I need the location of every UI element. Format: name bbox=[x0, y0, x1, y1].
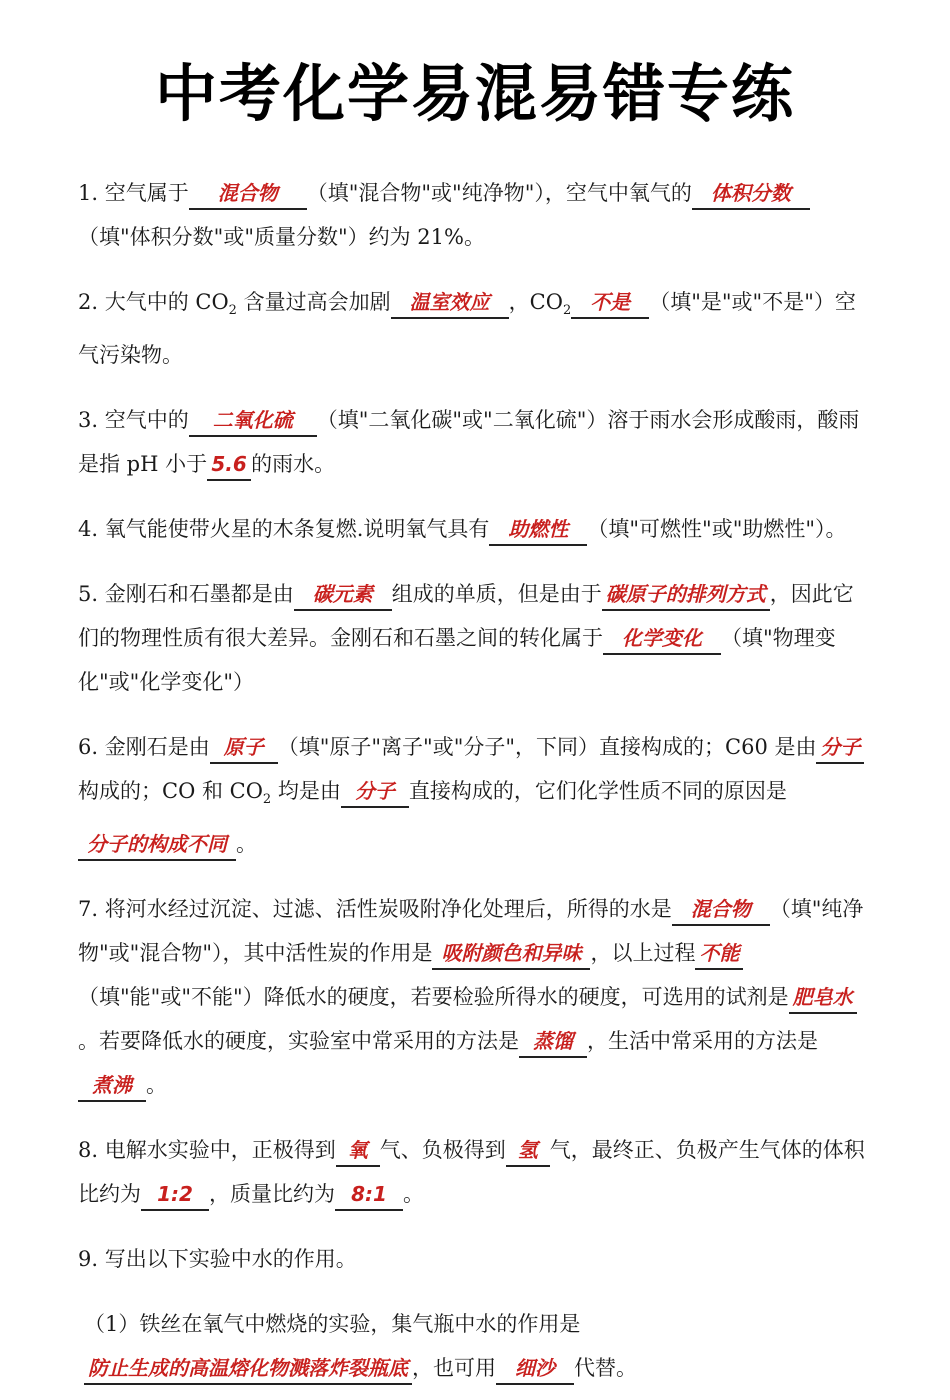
question-text: （填"可燃性"或"助燃性"）。 bbox=[587, 517, 847, 542]
answer-blank: 分子 bbox=[341, 776, 409, 808]
question-text: 均是由 bbox=[271, 779, 341, 804]
answer-blank: 原子 bbox=[210, 732, 278, 764]
question-9 bbox=[78, 1237, 872, 1281]
question-text: ，质量比约为 bbox=[209, 1182, 335, 1207]
question-9-1 bbox=[78, 1302, 872, 1390]
question-list bbox=[78, 150, 872, 1400]
question-text: 6. 金刚石是由 bbox=[78, 735, 210, 760]
answer-blank: 氧 bbox=[336, 1135, 380, 1167]
question-text: 组成的单质，但是由于 bbox=[391, 582, 602, 607]
question-text: 的雨水。 bbox=[251, 452, 336, 477]
answer-blank: 5.6 bbox=[207, 449, 251, 481]
answer-blank: 二氧化硫 bbox=[189, 405, 317, 437]
question-text: （填"原子"离子"或"分子"，下同）直接构成的；C60 是由 bbox=[277, 735, 817, 760]
question-text: ，以上过程 bbox=[590, 941, 696, 966]
question-1 bbox=[78, 171, 872, 259]
question-text: ，因此它们的物理性质有很大差异。金刚石和石墨之间的转化属于 bbox=[78, 582, 854, 651]
question-text: （填"能"或"不能"）降低水的硬度，若要检验所得水的硬度，可选用的试剂是 bbox=[78, 985, 789, 1010]
question-text: 气、负极得到 bbox=[379, 1138, 506, 1163]
question-text: 。 bbox=[236, 832, 257, 857]
subscript: 2 bbox=[562, 303, 572, 319]
answer-blank: 蒸馏 bbox=[519, 1026, 587, 1058]
answer-blank: 防止生成的高温熔化物溅落炸裂瓶底 bbox=[84, 1353, 412, 1385]
answer-blank: 氢 bbox=[506, 1135, 550, 1167]
answer-blank: 细沙 bbox=[496, 1353, 574, 1385]
answer-blank: 煮沸 bbox=[78, 1070, 146, 1102]
subscript: 2 bbox=[228, 303, 237, 319]
question-text: 5. 金刚石和石墨都是由 bbox=[78, 582, 294, 607]
answer-blank: 分子的构成不同 bbox=[78, 829, 236, 861]
question-text: 3. 空气中的 bbox=[78, 408, 189, 433]
answer-blank: 体积分数 bbox=[692, 178, 810, 210]
answer-blank: 8:1 bbox=[335, 1179, 403, 1211]
answer-blank: 肥皂水 bbox=[789, 982, 857, 1014]
question-text: 气，最终正、负极产生气体的体积比约为 bbox=[78, 1138, 865, 1207]
question-text: ，CO bbox=[508, 290, 563, 314]
question-text: 构成的；CO 和 CO bbox=[78, 779, 263, 804]
question-text: 。 bbox=[403, 1182, 424, 1207]
subscript: 2 bbox=[262, 792, 272, 808]
question-6 bbox=[78, 725, 872, 866]
answer-blank: 碳原子的排列方式 bbox=[602, 579, 770, 611]
question-text: 含量过高会加剧 bbox=[236, 290, 391, 314]
question-text: （填"纯净物"或"混合物"），其中活性炭的作用是 bbox=[78, 897, 864, 966]
question-text: （1）铁丝在氧气中燃烧的实验，集气瓶中水的作用是 bbox=[84, 1312, 581, 1337]
question-text: （填"二氧化碳"或"二氧化硫"）溶于雨水会形成酸雨，酸雨是指 pH 小于 bbox=[78, 408, 860, 477]
answer-blank: 分子 bbox=[816, 732, 864, 764]
question-text: 2. 大气中的 CO bbox=[78, 290, 229, 314]
answer-blank: 不是 bbox=[571, 287, 649, 319]
question-text: （填"体积分数"或"质量分数"）约为 21%。 bbox=[78, 225, 485, 249]
answer-blank: 化学变化 bbox=[603, 623, 721, 655]
answer-blank: 吸附颜色和异味 bbox=[432, 938, 590, 970]
question-text: 直接构成的，它们化学性质不同的原因是 bbox=[408, 779, 787, 804]
answer-blank: 混合物 bbox=[672, 894, 770, 926]
answer-blank: 温室效应 bbox=[391, 287, 509, 319]
question-8 bbox=[78, 1128, 872, 1216]
question-text: 。若要降低水的硬度，实验室中常采用的方法是 bbox=[78, 1029, 519, 1054]
question-text: 1. 空气属于 bbox=[78, 181, 189, 205]
question-text: 8. 电解水实验中，正极得到 bbox=[78, 1138, 336, 1163]
page-title: 中考化学易混易错专练 bbox=[154, 57, 795, 130]
question-4 bbox=[78, 507, 872, 551]
answer-blank: 助燃性 bbox=[489, 514, 587, 546]
question-text: （填"混合物"或"纯净物"），空气中氧气的 bbox=[306, 181, 692, 205]
question-text: ，生活中常采用的方法是 bbox=[587, 1029, 818, 1054]
question-text: 7. 将河水经过沉淀、过滤、活性炭吸附净化处理后，所得的水是 bbox=[78, 897, 672, 922]
question-text: （填"是"或"不是"）空气污染物。 bbox=[78, 290, 856, 368]
answer-blank: 碳元素 bbox=[294, 579, 392, 611]
question-5 bbox=[78, 572, 872, 704]
question-text: 9. 写出以下实验中水的作用。 bbox=[78, 1247, 357, 1272]
question-3 bbox=[78, 398, 872, 486]
question-2 bbox=[78, 280, 872, 377]
question-text: ，也可用 bbox=[412, 1356, 496, 1381]
question-text: 。 bbox=[146, 1073, 167, 1098]
question-text: 4. 氧气能使带火星的木条复燃.说明氧气具有 bbox=[78, 517, 490, 542]
answer-blank: 1:2 bbox=[141, 1179, 209, 1211]
question-7 bbox=[78, 887, 872, 1107]
answer-blank: 混合物 bbox=[189, 178, 307, 210]
question-text: （填"物理变化"或"化学变化"） bbox=[78, 626, 836, 695]
question-text: 代替。 bbox=[574, 1356, 637, 1381]
answer-blank: 不能 bbox=[695, 938, 743, 970]
